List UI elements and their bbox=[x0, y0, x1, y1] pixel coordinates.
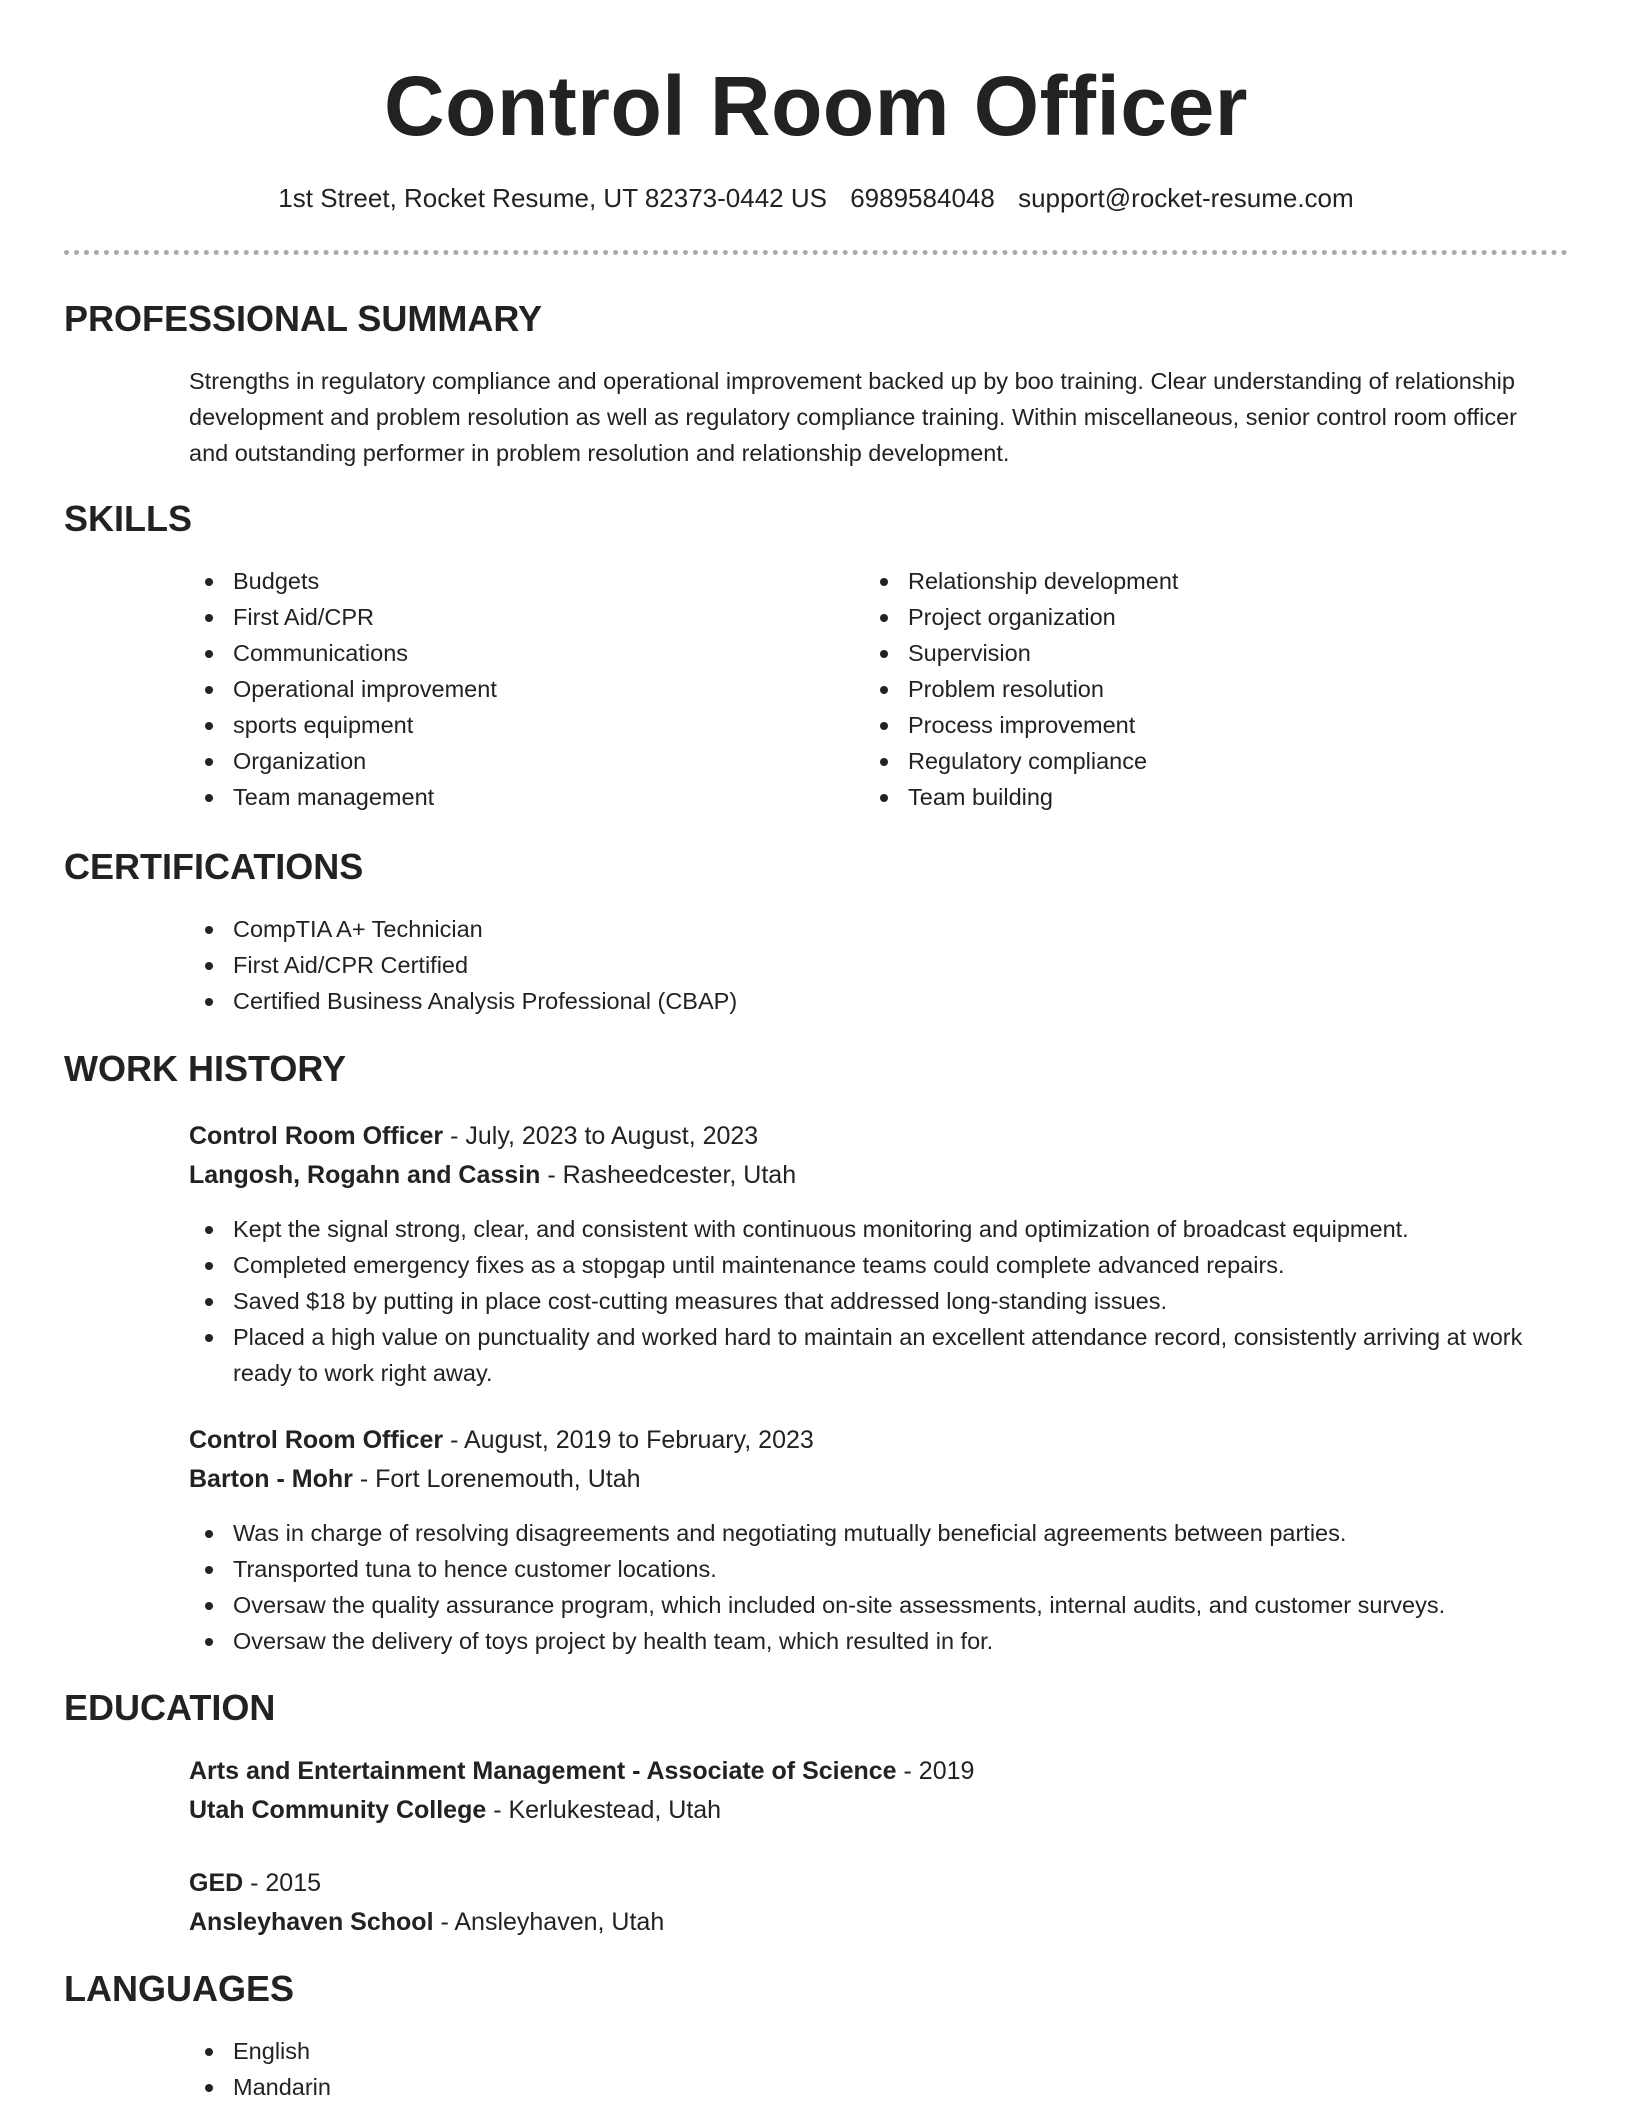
school: Ansleyhaven School bbox=[189, 1908, 434, 1936]
job-company-line bbox=[189, 1156, 1549, 1195]
language-item: Mandarin bbox=[189, 2069, 1549, 2105]
phone-text: 6989584048 bbox=[850, 183, 995, 213]
skill-item: Process improvement bbox=[864, 707, 1504, 743]
language-item: English bbox=[189, 2033, 1549, 2069]
graduation-year: - 2019 bbox=[896, 1757, 975, 1785]
skill-item: Problem resolution bbox=[864, 671, 1504, 707]
job-bullet: Oversaw the delivery of toys project by health team, which resulted in for. bbox=[189, 1623, 1569, 1659]
job-dates: - July, 2023 to August, 2023 bbox=[443, 1122, 759, 1150]
skill-item: sports equipment bbox=[189, 707, 829, 743]
job-company-line bbox=[189, 1460, 1549, 1499]
skill-item: Project organization bbox=[864, 599, 1504, 635]
job-bullets bbox=[189, 1515, 1569, 1659]
languages-section bbox=[189, 2033, 1549, 2105]
skills-heading: SKILLS bbox=[64, 498, 193, 539]
job-bullet: Was in charge of resolving disagreements and negotiating mutually beneficial agreements between parties. bbox=[189, 1515, 1569, 1551]
graduation-year: - 2015 bbox=[243, 1869, 322, 1897]
job-bullet: Transported tuna to hence customer locations. bbox=[189, 1551, 1569, 1587]
job-title-line bbox=[189, 1421, 1549, 1460]
job-title-line bbox=[189, 1117, 1549, 1156]
job-bullet: Saved $18 by putting in place cost-cutting measures that addressed long-standing issues. bbox=[189, 1283, 1569, 1319]
candidate-name: Control Room Officer bbox=[384, 59, 1248, 153]
education-entry bbox=[189, 1752, 1549, 1830]
certification-item: First Aid/CPR Certified bbox=[189, 947, 1549, 983]
job-entry bbox=[189, 1421, 1549, 1499]
school-location: - Ansleyhaven, Utah bbox=[433, 1908, 665, 1936]
school-line bbox=[189, 1791, 1549, 1830]
skill-item: Team building bbox=[864, 779, 1504, 815]
skill-item: Budgets bbox=[189, 563, 829, 599]
certifications-heading: CERTIFICATIONS bbox=[64, 846, 364, 887]
job-bullet: Kept the signal strong, clear, and consistent with continuous monitoring and optimization of broadcast equipment. bbox=[189, 1211, 1569, 1247]
job-bullet: Oversaw the quality assurance program, which included on-site assessments, internal audits, and customer surveys. bbox=[189, 1587, 1569, 1623]
skill-item: Supervision bbox=[864, 635, 1504, 671]
summary-section bbox=[189, 363, 1549, 471]
skill-item: Team management bbox=[189, 779, 829, 815]
job-entry bbox=[189, 1117, 1549, 1195]
job-dates: - August, 2019 to February, 2023 bbox=[443, 1426, 814, 1454]
skill-item: Organization bbox=[189, 743, 829, 779]
degree: Arts and Entertainment Management - Associate of Science bbox=[189, 1757, 897, 1785]
certifications-section bbox=[189, 911, 1549, 1019]
degree: GED bbox=[189, 1869, 244, 1897]
job-company: Langosh, Rogahn and Cassin bbox=[189, 1161, 541, 1189]
skills-right-column bbox=[864, 563, 1504, 815]
certification-item: Certified Business Analysis Professional (CBAP) bbox=[189, 983, 1549, 1019]
contact-line bbox=[0, 180, 1632, 216]
job-location: - Rasheedcester, Utah bbox=[540, 1161, 797, 1189]
summary-heading: PROFESSIONAL SUMMARY bbox=[64, 298, 543, 339]
skill-item: Operational improvement bbox=[189, 671, 829, 707]
degree-line bbox=[189, 1864, 1549, 1903]
languages-heading: LANGUAGES bbox=[64, 1968, 295, 2009]
skill-item: Communications bbox=[189, 635, 829, 671]
summary-text: Strengths in regulatory compliance and operational improvement backed up by boo training. Clear understanding of relationship development and problem resolution as well as regulatory compliance training. Within miscellaneous, senior control room officer and outstanding performer in problem resolution and relationship development. bbox=[189, 368, 1517, 466]
email-text: support@rocket-resume.com bbox=[1018, 183, 1354, 213]
skills-left-column bbox=[189, 563, 829, 815]
school-line bbox=[189, 1903, 1549, 1942]
skill-item: Relationship development bbox=[864, 563, 1504, 599]
address-text: 1st Street, Rocket Resume, UT 82373-0442 US bbox=[278, 183, 827, 213]
job-company: Barton - Mohr bbox=[189, 1465, 353, 1493]
job-bullets bbox=[189, 1211, 1569, 1391]
education-entry bbox=[189, 1864, 1549, 1942]
work-history-heading: WORK HISTORY bbox=[64, 1048, 347, 1089]
skill-item: First Aid/CPR bbox=[189, 599, 829, 635]
skill-item: Regulatory compliance bbox=[864, 743, 1504, 779]
school: Utah Community College bbox=[189, 1796, 487, 1824]
job-bullet: Completed emergency fixes as a stopgap until maintenance teams could complete advanced repairs. bbox=[189, 1247, 1569, 1283]
job-role: Control Room Officer bbox=[189, 1426, 444, 1454]
education-heading: EDUCATION bbox=[64, 1687, 276, 1728]
job-role: Control Room Officer bbox=[189, 1122, 444, 1150]
school-location: - Kerlukestead, Utah bbox=[486, 1796, 722, 1824]
job-bullet: Placed a high value on punctuality and worked hard to maintain an excellent attendance record, consistently arriving at work ready to work right away. bbox=[189, 1319, 1569, 1391]
job-location: - Fort Lorenemouth, Utah bbox=[352, 1465, 641, 1493]
certification-item: CompTIA A+ Technician bbox=[189, 911, 1549, 947]
header-divider bbox=[64, 250, 1568, 255]
degree-line bbox=[189, 1752, 1549, 1791]
